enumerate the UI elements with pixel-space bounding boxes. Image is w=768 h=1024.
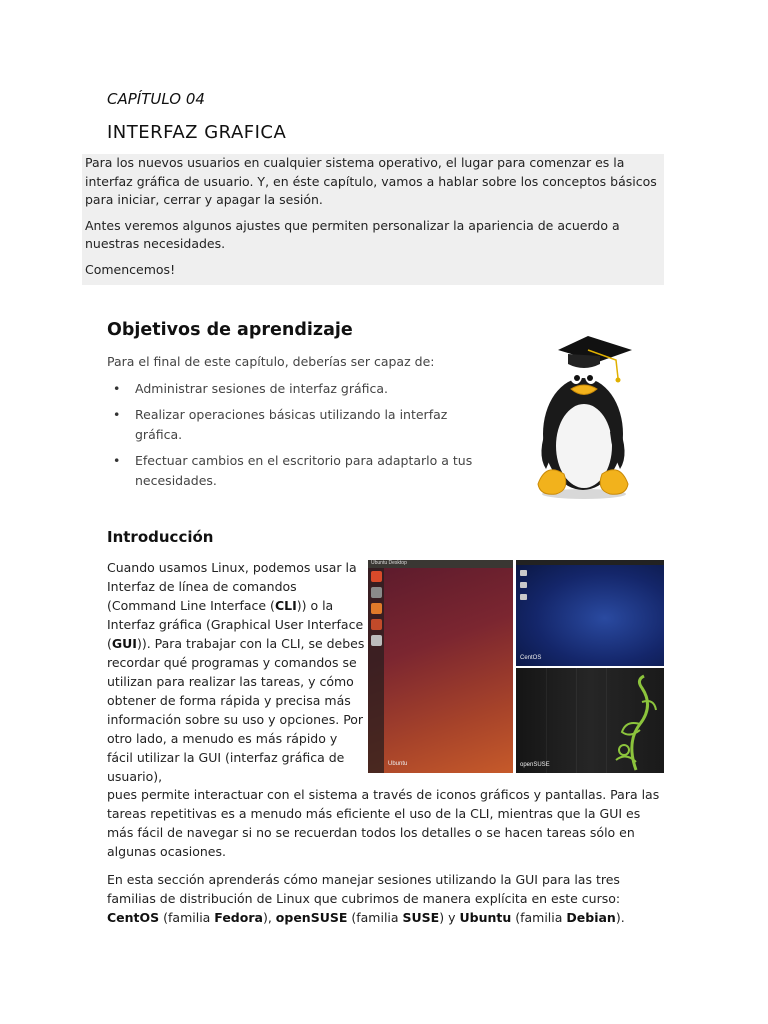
ubuntu-desktop-image <box>368 560 513 773</box>
ubuntu-bar-text: Ubuntu Desktop <box>371 560 407 566</box>
launcher-icon <box>371 571 382 582</box>
introduction-wrap-text <box>107 558 365 786</box>
desktop-icon <box>520 570 527 576</box>
ubuntu-launcher <box>368 568 384 773</box>
opensuse-label: openSUSE <box>520 762 550 768</box>
intro-box <box>82 154 664 285</box>
ubuntu-label: Ubuntu <box>388 761 408 767</box>
introduction-full-text <box>107 785 667 927</box>
objectives-heading: Objetivos de aprendizaje <box>107 320 353 340</box>
launcher-icon <box>371 587 382 598</box>
intro-paragraph-3: Comencemos! <box>85 261 176 277</box>
text-run: En esta sección aprenderás cómo manejar sesiones utilizando la GUI para las tres familias de distribución de Linux que cubrimos de manera explícita en este curso: <box>107 872 621 906</box>
family-suse: SUSE <box>402 910 440 925</box>
objective-item: • Realizar operaciones básicas utilizando la interfaz gráfica. <box>107 405 497 445</box>
desktop-icon <box>520 582 527 588</box>
text-run: )) o la Interfaz gráfica (Graphical User Interface ( <box>107 598 364 651</box>
cli-term: CLI <box>274 598 297 613</box>
text-run: (familia <box>159 910 215 925</box>
text-run: (familia <box>347 910 403 925</box>
text-run: Cuando usamos Linux, podemos usar la Interfaz de línea de comandos (Command Line Interface ( <box>107 560 357 613</box>
intro-paragraph-2: Antes veremos algunos ajustes que permiten personalizar la apariencia de acuerdo a nuestras necesidades. <box>85 217 620 251</box>
centos-top-bar <box>516 560 664 565</box>
linux-desktops-screenshot <box>368 560 664 774</box>
distro-ubuntu: Ubuntu <box>459 910 512 925</box>
family-debian: Debian <box>566 910 616 925</box>
family-fedora: Fedora <box>214 910 263 925</box>
launcher-icon <box>371 603 382 614</box>
background-stripe <box>576 668 577 773</box>
introduction-continued: pues permite interactuar con el sistema a través de iconos gráficos y pantallas. Para las tareas repetitivas es a menudo más eficiente el uso de la CLI, mientras que la GUI es más fácil de navegar si no se recuerdan todos los detalles o se hacen tareas sólo en algunas ocasiones. <box>107 787 660 859</box>
launcher-icon <box>371 635 382 646</box>
background-stripe <box>546 668 547 773</box>
distro-centos: CentOS <box>107 910 160 925</box>
desktop-icon <box>520 594 527 600</box>
intro-paragraph-1: Para los nuevos usuarios en cualquier sistema operativo, el lugar para comenzar es la interfaz gráfica de usuario. Y, en éste capítulo, vamos a hablar sobre los conceptos básicos para iniciar, cerrar y apagar la sesión. <box>85 155 657 207</box>
text-run: ), <box>262 910 276 925</box>
gui-term: GUI <box>111 636 137 651</box>
chapter-title: INTERFAZ GRAFICA <box>107 122 287 143</box>
text-run: ). <box>615 910 625 925</box>
opensuse-vine-graphic <box>596 672 662 772</box>
centos-desktop-image <box>516 560 664 666</box>
graduate-penguin-image <box>528 334 638 500</box>
objectives-lead: Para el final de este capítulo, deberías ser capaz de: <box>107 354 435 369</box>
objective-item: • Efectuar cambios en el escritorio para adaptarlo a tus necesidades. <box>107 451 497 491</box>
introduction-heading: Introducción <box>107 528 214 546</box>
opensuse-desktop-image <box>516 668 664 773</box>
text-run: ) y <box>439 910 460 925</box>
ubuntu-top-bar <box>368 560 513 568</box>
chapter-label: CAPÍTULO 04 <box>107 90 205 108</box>
objective-item: • Administrar sesiones de interfaz gráfica. <box>107 379 497 399</box>
distro-opensuse: openSUSE <box>275 910 348 925</box>
centos-label: CentOS <box>520 655 542 661</box>
text-run: )). Para trabajar con la CLI, se debes recordar qué programas y comandos se utilizan para realizar las tareas, y cómo obtener de forma rápida y precisa más información sobre su uso y opciones. Por otro lado, a menudo es más rápido y fácil utilizar la GUI (interfaz gráfica de usuario), <box>107 636 365 784</box>
text-run: (familia <box>511 910 567 925</box>
launcher-icon <box>371 619 382 630</box>
objectives-list <box>107 379 497 497</box>
introduction-closing <box>107 870 667 927</box>
